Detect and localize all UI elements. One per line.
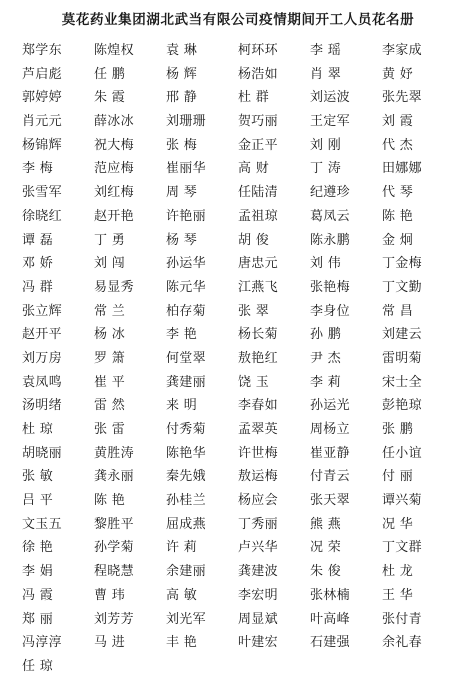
roster-name: 刘红梅 xyxy=(94,185,134,201)
roster-name: 金 炯 xyxy=(382,232,414,248)
roster-name: 杨应会 xyxy=(238,493,278,509)
roster-name: 任小谊 xyxy=(382,445,422,461)
roster-name: 熊 燕 xyxy=(310,516,342,532)
roster-name: 任 琼 xyxy=(22,658,54,674)
roster-name: 刘珊珊 xyxy=(166,114,206,130)
roster-name: 朱 霞 xyxy=(94,90,126,106)
roster-name: 张付青 xyxy=(382,611,422,627)
roster-name: 马 进 xyxy=(94,635,126,651)
roster-name: 杨 辉 xyxy=(166,66,198,82)
roster-name: 李 瑶 xyxy=(310,43,342,58)
roster-name: 崔亚静 xyxy=(310,445,350,461)
roster-name: 祝大梅 xyxy=(94,137,134,153)
roster-name: 谭 磊 xyxy=(22,232,54,248)
roster-name: 张 鹏 xyxy=(382,422,414,437)
roster-name: 徐晓红 xyxy=(22,208,62,224)
roster-name: 李身位 xyxy=(310,303,350,319)
roster-name: 刘芳芳 xyxy=(94,611,134,627)
roster-name: 况 华 xyxy=(382,516,414,532)
roster-name: 赵开艳 xyxy=(94,208,134,224)
roster-name: 余礼春 xyxy=(382,635,422,651)
roster-name: 周显斌 xyxy=(238,611,278,627)
roster-name: 张艳梅 xyxy=(310,279,350,295)
roster-name: 杨浩如 xyxy=(238,66,278,82)
roster-name: 葛凤云 xyxy=(310,208,350,224)
roster-name: 赵开平 xyxy=(22,327,62,343)
roster-name: 陈 艳 xyxy=(382,208,414,224)
roster-name: 常 兰 xyxy=(94,303,126,319)
roster-name: 朱 俊 xyxy=(310,564,342,580)
roster-name: 刘 刚 xyxy=(310,137,342,153)
roster-name: 杜 群 xyxy=(238,90,270,106)
roster-name: 崔丽华 xyxy=(166,161,206,177)
roster-name: 唐忠元 xyxy=(238,256,278,272)
roster-name: 孙 鹏 xyxy=(310,327,342,343)
roster-name: 孙桂兰 xyxy=(166,493,206,509)
roster-name: 余建丽 xyxy=(166,564,206,580)
name-roster xyxy=(22,39,452,679)
roster-name: 刘 闯 xyxy=(94,256,126,272)
roster-name: 汤明绪 xyxy=(22,398,62,414)
roster-name: 金正平 xyxy=(238,137,278,153)
roster-name: 柯环环 xyxy=(238,43,278,58)
roster-name: 张 雷 xyxy=(94,422,126,437)
roster-name: 杨 冰 xyxy=(94,327,126,343)
roster-name: 邢 静 xyxy=(166,90,198,106)
roster-name: 易显秀 xyxy=(94,279,134,295)
roster-name: 张 敏 xyxy=(22,469,54,485)
roster-name: 张雪军 xyxy=(22,185,62,201)
roster-name: 孙运光 xyxy=(310,398,350,414)
roster-name: 冯 群 xyxy=(22,279,54,295)
roster-name: 王 华 xyxy=(382,587,414,603)
roster-name: 许 莉 xyxy=(166,540,198,556)
roster-name: 丁秀丽 xyxy=(238,516,278,532)
roster-name: 江燕飞 xyxy=(238,279,278,295)
roster-name: 杨 琴 xyxy=(166,232,198,248)
roster-name: 张天翠 xyxy=(310,493,350,509)
roster-name: 曹 玮 xyxy=(94,587,126,603)
roster-name: 叶高峰 xyxy=(310,611,350,627)
roster-name: 杜 龙 xyxy=(382,564,414,580)
roster-name: 许艳丽 xyxy=(166,208,206,224)
roster-name: 柏存菊 xyxy=(166,303,206,319)
roster-name: 雷明菊 xyxy=(382,350,422,366)
roster-name: 何堂翠 xyxy=(166,350,206,366)
roster-name: 郭婷婷 xyxy=(22,90,62,106)
roster-name: 况 荣 xyxy=(310,540,342,556)
roster-name: 李家成 xyxy=(382,43,422,58)
roster-name: 李宏明 xyxy=(238,587,278,603)
roster-name: 李 娟 xyxy=(22,564,54,580)
roster-name: 彭艳琼 xyxy=(382,398,422,414)
roster-name: 任 鹏 xyxy=(94,66,126,82)
roster-name: 张 翠 xyxy=(238,303,270,319)
roster-name: 杜 琼 xyxy=(22,422,54,437)
roster-name: 孙运华 xyxy=(166,256,206,272)
roster-name: 孟祖琼 xyxy=(238,208,278,224)
roster-name: 任陆清 xyxy=(238,185,278,201)
roster-name: 范应梅 xyxy=(94,161,134,177)
roster-name: 周 琴 xyxy=(166,185,198,201)
roster-name: 郑学东 xyxy=(22,43,62,58)
roster-name: 宋士全 xyxy=(382,374,422,390)
roster-name: 刘 霞 xyxy=(382,114,414,130)
roster-name: 纪遵珍 xyxy=(310,185,350,201)
roster-name: 田娜娜 xyxy=(382,161,422,177)
roster-name: 杨锦辉 xyxy=(22,137,62,153)
roster-name: 代 杰 xyxy=(382,137,414,153)
roster-name: 周杨立 xyxy=(310,422,350,437)
roster-name: 黄胜涛 xyxy=(94,445,134,461)
roster-name: 冯淳淳 xyxy=(22,635,62,651)
roster-name: 丁文群 xyxy=(382,540,422,556)
roster-name: 丰 艳 xyxy=(166,635,198,651)
roster-name: 崔 平 xyxy=(94,374,126,390)
roster-name: 丁 涛 xyxy=(310,161,342,177)
roster-name: 文玉五 xyxy=(22,516,62,532)
roster-name: 杨长菊 xyxy=(238,327,278,343)
roster-name: 肖元元 xyxy=(22,114,62,130)
roster-name: 徐 艳 xyxy=(22,540,54,556)
roster-name: 王定军 xyxy=(310,114,350,130)
roster-name: 芦启彪 xyxy=(22,66,62,82)
roster-name: 孟翠英 xyxy=(238,422,278,437)
roster-name: 陈 艳 xyxy=(94,493,126,509)
roster-name: 付青云 xyxy=(310,469,350,485)
roster-name: 张先翠 xyxy=(382,90,422,106)
roster-name: 高 财 xyxy=(238,161,270,177)
roster-name: 饶 玉 xyxy=(238,374,270,390)
roster-name: 郑 丽 xyxy=(22,611,54,627)
roster-name: 黄 妤 xyxy=(382,66,414,82)
roster-name: 刘运波 xyxy=(310,90,350,106)
roster-name: 刘建云 xyxy=(382,327,422,343)
roster-name: 陈艳华 xyxy=(166,445,206,461)
roster-name: 张立辉 xyxy=(22,303,62,319)
roster-name: 来 明 xyxy=(166,398,198,414)
roster-name: 龚建丽 xyxy=(166,374,206,390)
roster-name: 龚永丽 xyxy=(94,469,134,485)
roster-name: 陈永鹏 xyxy=(310,232,350,248)
roster-name: 胡 俊 xyxy=(238,232,270,248)
roster-name: 付秀菊 xyxy=(166,422,206,437)
roster-name: 吕 平 xyxy=(22,493,54,509)
roster-name: 李春如 xyxy=(238,398,278,414)
roster-name: 黎胜平 xyxy=(94,516,134,532)
roster-name: 敖艳红 xyxy=(238,350,278,366)
roster-name: 丁金梅 xyxy=(382,256,422,272)
roster-name: 冯 霞 xyxy=(22,587,54,603)
roster-name: 邓 娇 xyxy=(22,256,54,272)
roster-name: 尹 杰 xyxy=(310,350,342,366)
roster-name: 陈煌权 xyxy=(94,43,134,58)
roster-name: 谭兴菊 xyxy=(382,493,422,509)
roster-name: 程晓慧 xyxy=(94,564,134,580)
roster-name: 常 昌 xyxy=(382,303,414,319)
roster-name: 卢兴华 xyxy=(238,540,278,556)
roster-name: 孙学菊 xyxy=(94,540,134,556)
roster-name: 袁 琳 xyxy=(166,43,198,58)
roster-name: 秦先娥 xyxy=(166,469,206,485)
roster-name: 薛冰冰 xyxy=(94,114,134,130)
roster-name: 龚建波 xyxy=(238,564,278,580)
roster-name: 陈元华 xyxy=(166,279,206,295)
roster-name: 许世梅 xyxy=(238,445,278,461)
roster-name: 罗 箫 xyxy=(94,350,126,366)
roster-name: 李 莉 xyxy=(310,374,342,390)
roster-name: 贺巧丽 xyxy=(238,114,278,130)
roster-name: 张 梅 xyxy=(166,137,198,153)
document-title: 莫花药业集团湖北武当有限公司疫情期间开工人员花名册 xyxy=(61,12,415,28)
roster-name: 雷 然 xyxy=(94,398,126,414)
roster-name: 高 敏 xyxy=(166,587,198,603)
roster-name: 石建强 xyxy=(310,635,350,651)
roster-name: 肖 翠 xyxy=(310,66,342,82)
roster-name: 丁文勤 xyxy=(382,279,422,295)
roster-name: 屈成燕 xyxy=(166,516,206,532)
roster-name: 敖运梅 xyxy=(238,469,278,485)
roster-name: 刘万房 xyxy=(22,350,62,366)
roster-name: 刘 伟 xyxy=(310,256,342,272)
roster-name: 代 琴 xyxy=(382,185,414,201)
roster-name: 李 梅 xyxy=(22,161,54,177)
roster-name: 胡晓丽 xyxy=(22,445,62,461)
roster-name: 张林楠 xyxy=(310,587,350,603)
roster-name: 李 艳 xyxy=(166,327,198,343)
roster-name: 叶建宏 xyxy=(238,635,278,651)
roster-name: 付 丽 xyxy=(382,469,414,485)
roster-name: 袁凤鸣 xyxy=(22,374,62,390)
roster-name: 丁 勇 xyxy=(94,232,126,248)
roster-name: 刘光军 xyxy=(166,611,206,627)
